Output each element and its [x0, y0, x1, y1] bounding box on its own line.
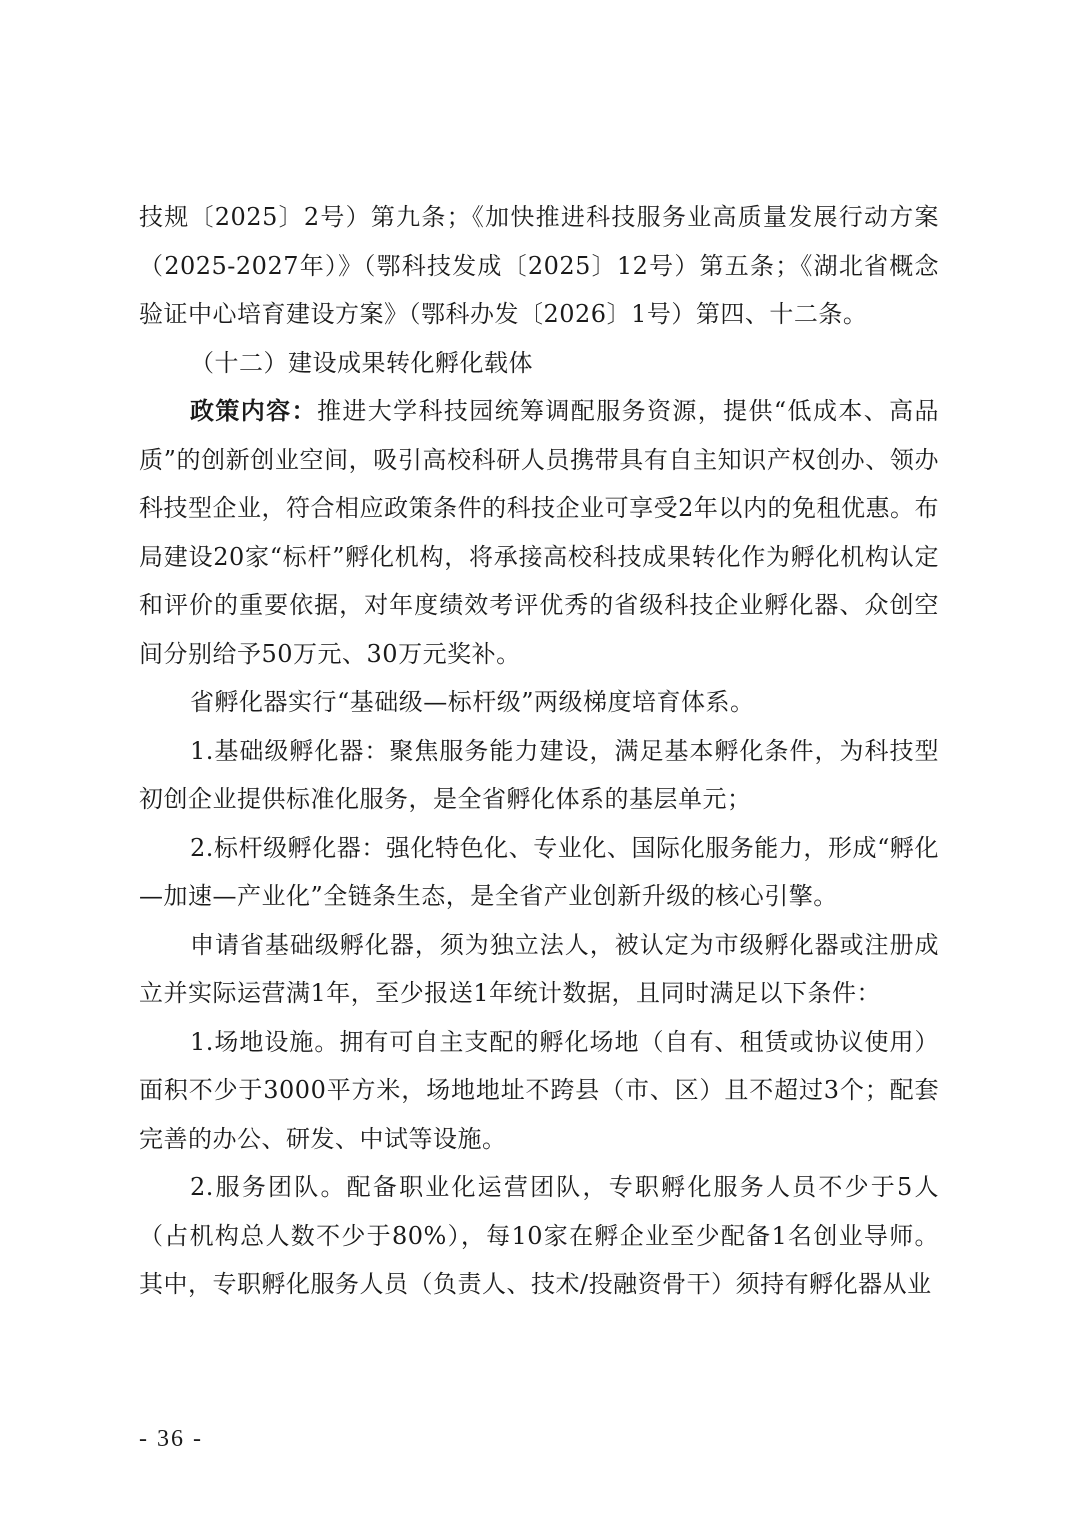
paragraph-text: 技规〔2025〕2号）第九条；《加快推进科技服务业高质量发展行动方案（2025-2027年）》（鄂科技发成〔2025〕12号）第五条；《湖北省概念验证中心培育建设方案》（鄂科办发〔2026〕1号）第四、十二条。	[139, 203, 939, 328]
page-number: - 36 -	[139, 1426, 203, 1452]
paragraph-service-team	[139, 1163, 939, 1309]
paragraph-text: 1.场地设施。拥有可自主支配的孵化场地（自有、租赁或协议使用）面积不少于3000平方米，场地地址不跨县（市、区）且不超过3个；配套完善的办公、研发、中试等设施。	[139, 1027, 939, 1153]
paragraph-facilities	[139, 1018, 939, 1164]
section-heading	[139, 339, 939, 388]
paragraph-text: 2.标杆级孵化器：强化特色化、专业化、国际化服务能力，形成“孵化—加速—产业化”全链条生态，是全省产业创新升级的核心引擎。	[139, 833, 939, 910]
paragraph-text: 1.基础级孵化器：聚焦服务能力建设，满足基本孵化条件，为科技型初创企业提供标准化服务，是全省孵化体系的基层单元；	[139, 736, 939, 813]
paragraph-tier-system	[139, 678, 939, 727]
paragraph-basic-level	[139, 727, 939, 824]
paragraph-text: 申请省基础级孵化器，须为独立法人，被认定为市级孵化器或注册成立并实际运营满1年，至少报送1年统计数据，且同时满足以下条件：	[139, 930, 939, 1007]
paragraph-policy-content	[139, 387, 939, 678]
paragraph-application-requirements	[139, 921, 939, 1018]
paragraph-text: 推进大学科技园统筹调配服务资源，提供“低成本、高品质”的创新创业空间，吸引高校科研人员携带具有自主知识产权创办、领办科技型企业，符合相应政策条件的科技企业可享受2年以内的免租优惠。布局建设20家“标杆”孵化机构，将承接高校科技成果转化作为孵化机构认定和评价的重要依据，对年度绩效考评优秀的省级科技企业孵化器、众创空间分别给予50万元、30万元奖补。	[139, 397, 939, 668]
document-body	[139, 193, 939, 1309]
paragraph-benchmark-level	[139, 824, 939, 921]
paragraph-references	[139, 193, 939, 339]
policy-content-label: 政策内容：	[190, 396, 317, 425]
paragraph-text: 2.服务团队。配备职业化运营团队，专职孵化服务人员不少于5人（占机构总人数不少于80%），每10家在孵企业至少配备1名创业导师。其中，专职孵化服务人员（负责人、技术/投融资骨干）须持有孵化器从业	[139, 1173, 939, 1298]
section-heading-text: （十二）建设成果转化孵化载体	[190, 348, 533, 377]
paragraph-text: 省孵化器实行“基础级—标杆级”两级梯度培育体系。	[190, 688, 755, 716]
